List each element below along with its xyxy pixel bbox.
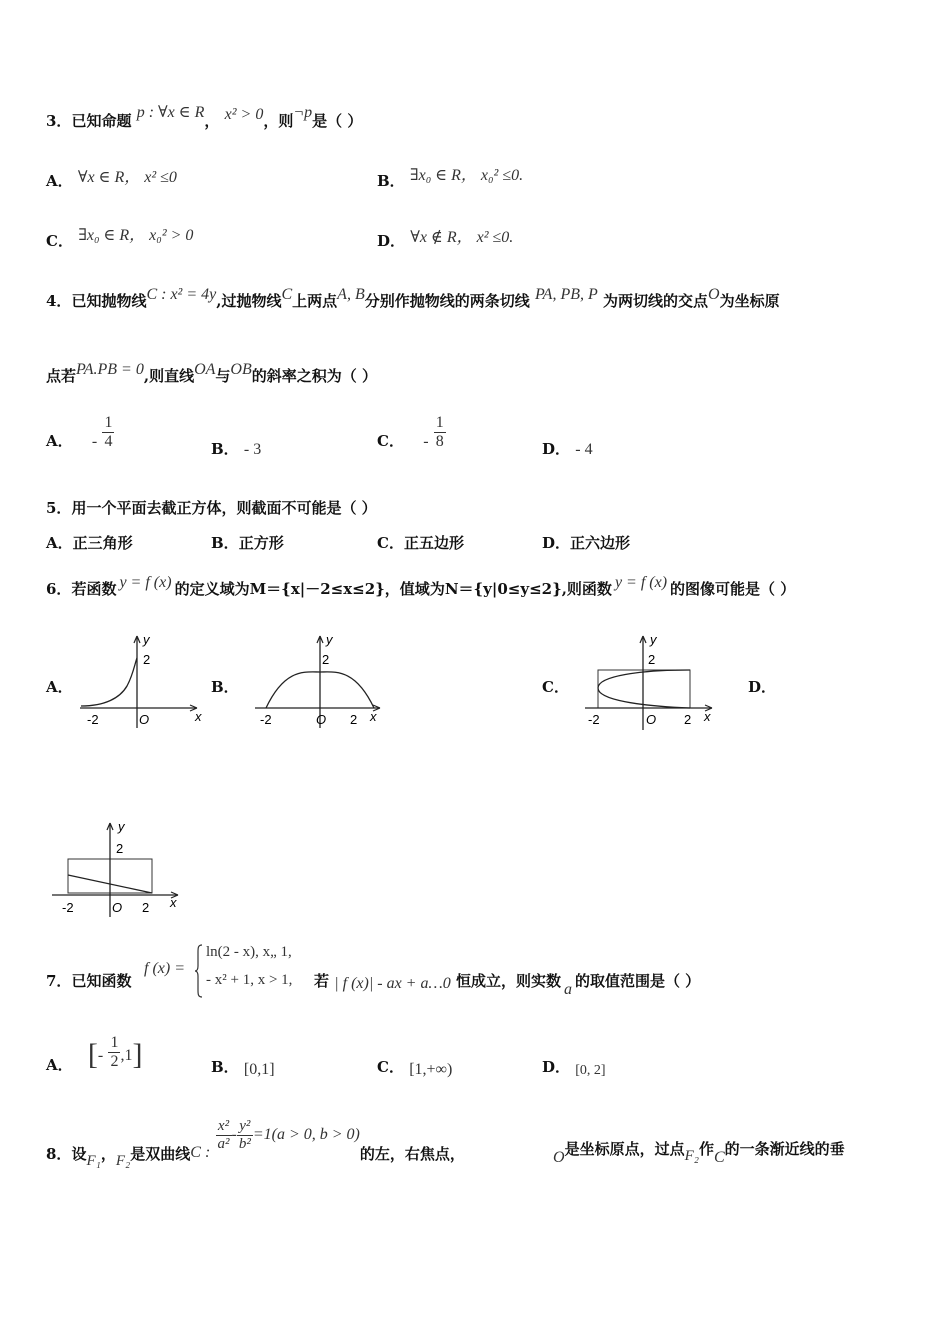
option-sign: - xyxy=(91,433,98,451)
q3-comma: ， xyxy=(204,112,220,130)
q5-option-a[interactable] xyxy=(46,532,133,553)
option-label: A． xyxy=(46,1056,73,1074)
q8-f1: F₁ xyxy=(86,1153,101,1169)
axis-x-label: x xyxy=(704,709,711,724)
option-label: C． xyxy=(377,534,404,552)
axis-y-label: y xyxy=(326,632,333,647)
option-math: ∃x₀ ∈ R， x₀² > 0 xyxy=(78,227,194,244)
q8-c-label: C : xyxy=(190,1144,211,1161)
q4-math-c: C xyxy=(281,286,293,303)
q4-text: 分别作抛物线的两条切线 xyxy=(364,292,530,310)
q4-text: 上两点 xyxy=(292,292,338,310)
q7-text: 恒成立，则实数 xyxy=(455,972,561,990)
q7-condition: | f (x)| - ax + a…0 xyxy=(334,975,451,992)
option-value: ,1 xyxy=(120,1047,133,1064)
q4-option-c[interactable] xyxy=(377,414,446,450)
tick-pos2: 2 xyxy=(142,900,150,915)
q7-text: 已知函数 xyxy=(71,972,132,990)
q8-condition: =1(a > 0, b > 0) xyxy=(252,1126,360,1143)
q3-proposition: p : ∀x ∈ R xyxy=(136,104,205,121)
q6-number: 6． xyxy=(46,580,72,598)
option-value: [1,+∞) xyxy=(409,1061,453,1078)
q4-math-oa: OA xyxy=(194,361,216,378)
tick-neg2: -2 xyxy=(62,900,74,915)
fraction-numerator: x² xyxy=(216,1118,232,1136)
fraction-denominator: b² xyxy=(238,1135,251,1152)
fraction-numerator: y² xyxy=(237,1118,253,1136)
option-fraction xyxy=(102,414,114,450)
axis-y-label: y xyxy=(143,632,150,647)
tick-neg2: -2 xyxy=(588,712,600,727)
q3-inequality: x² > 0 xyxy=(224,106,264,123)
q4-stem-line1 xyxy=(46,286,780,311)
origin-label: O xyxy=(139,712,150,727)
tick-pos2: 2 xyxy=(350,712,358,727)
q6-text: 的图像可能是（ ） xyxy=(670,580,796,598)
q4-text: 已知抛物线 xyxy=(71,292,147,310)
q3-number: 3． xyxy=(46,112,72,130)
q8-fraction-y xyxy=(237,1118,253,1152)
q8-c: C xyxy=(713,1149,725,1166)
q8-stem-rest xyxy=(553,1138,845,1166)
tick-neg2: -2 xyxy=(260,712,272,727)
q4-option-d[interactable] xyxy=(542,438,593,459)
q4-math-tangents: PA, PB, P xyxy=(534,286,598,303)
q5-text: 用一个平面去截正方体，则截面不可能是（ ） xyxy=(71,499,377,517)
q8-text: 的左，右焦点， xyxy=(359,1145,465,1163)
option-label: A． xyxy=(46,432,73,451)
option-label: C． xyxy=(46,232,73,250)
q6-graph-d[interactable] xyxy=(48,815,188,920)
q7-a: a xyxy=(563,981,572,998)
q4-text: 的斜率之积为（ ） xyxy=(251,367,377,385)
q8-number: 8． xyxy=(46,1145,72,1163)
q3-option-d[interactable] xyxy=(377,228,513,251)
q8-fraction-x xyxy=(216,1118,232,1152)
q8-text: 是双曲线 xyxy=(130,1145,191,1163)
q7-case1: ln(2 - x), x„ 1, xyxy=(206,944,292,960)
q8-text: 的一条渐近线的垂 xyxy=(724,1140,845,1158)
left-bracket-icon: [ xyxy=(87,1038,98,1071)
q5-option-d[interactable] xyxy=(542,532,630,553)
q6-option-d-label[interactable]: D． xyxy=(748,678,777,696)
option-text: 正方形 xyxy=(238,534,284,552)
option-value: [0, 2] xyxy=(575,1063,606,1078)
option-label: B． xyxy=(377,172,405,190)
fraction-denominator: 4 xyxy=(104,432,113,450)
q8-minus: - xyxy=(231,1126,237,1143)
left-brace-icon xyxy=(194,944,204,998)
q4-text: ,则直线 xyxy=(143,367,195,385)
q4-text: 为两切线的交点 xyxy=(603,292,709,310)
q4-option-a[interactable] xyxy=(46,414,114,450)
fraction-numerator: 1 xyxy=(435,414,444,431)
q3-text-pre: 已知命题 xyxy=(71,112,132,130)
q4-math-o: O xyxy=(708,286,720,303)
q8-text: 设 xyxy=(71,1145,87,1163)
q4-text: 与 xyxy=(215,367,231,385)
tick-2: 2 xyxy=(116,841,124,856)
q3-option-a[interactable] xyxy=(46,168,177,191)
q3-option-c[interactable] xyxy=(46,228,193,251)
option-value: [0,1] xyxy=(243,1061,275,1078)
origin-label: O xyxy=(112,900,123,915)
origin-label: O xyxy=(316,712,327,727)
q8-comma: ， xyxy=(100,1145,116,1163)
axis-x-label: x xyxy=(370,709,377,724)
q5-number: 5． xyxy=(46,499,72,517)
q5-stem xyxy=(46,497,377,518)
tick-neg2: -2 xyxy=(87,712,99,727)
q8-f2: F₂ xyxy=(115,1153,131,1169)
q6-math-function: y = f (x) xyxy=(119,574,172,591)
origin-label: O xyxy=(646,712,657,727)
q4-math-parabola: C : x² = 4y xyxy=(146,286,217,303)
q7-option-c[interactable] xyxy=(377,1056,452,1077)
q6-graph-c[interactable] xyxy=(580,628,720,733)
q4-option-b[interactable] xyxy=(211,438,261,459)
q6-option-a-label[interactable]: A． xyxy=(46,678,73,696)
q8-stem xyxy=(46,1118,465,1169)
q8-text: 作 xyxy=(698,1140,714,1158)
option-value: - 4 xyxy=(575,441,593,458)
q3-then: ，则 xyxy=(263,112,294,130)
option-label: C． xyxy=(377,432,404,451)
q7-fx: f (x) = xyxy=(144,960,185,977)
tick-2: 2 xyxy=(322,652,330,667)
q8-text: 是坐标原点，过点 xyxy=(564,1140,685,1158)
tick-pos2: 2 xyxy=(684,712,692,727)
q4-text: 点若 xyxy=(46,367,77,385)
q4-math-dot: PA.PB = 0 xyxy=(76,361,144,378)
fraction-numerator: 1 xyxy=(104,414,113,431)
q7-option-b[interactable] xyxy=(211,1056,275,1077)
q6-text: 的定义域为M＝{x|－2≤x≤2}，值域为N＝{y|0≤y≤2},则函数 xyxy=(174,580,612,598)
option-sign: - xyxy=(423,433,429,451)
q4-math-ob: OB xyxy=(230,361,252,378)
q4-stem-line2 xyxy=(46,361,377,386)
q3-option-b[interactable] xyxy=(377,168,523,191)
option-label: B． xyxy=(211,1058,239,1076)
axis-x-label: x xyxy=(170,895,177,910)
q6-option-b-label[interactable]: B． xyxy=(211,678,239,696)
q6-graph-a[interactable] xyxy=(75,628,210,733)
q7-text: 的取值范围是（ ） xyxy=(574,972,701,990)
option-math: ∀x ∈ R， x² ≤0 xyxy=(77,169,177,186)
option-label: D． xyxy=(542,534,571,552)
option-fraction xyxy=(108,1034,120,1070)
option-label: D． xyxy=(542,440,571,458)
option-fraction xyxy=(434,414,446,450)
q8-o: O xyxy=(553,1149,565,1166)
q7-piecewise xyxy=(144,942,314,1000)
q7-text: 若 xyxy=(314,972,330,990)
q4-number: 4． xyxy=(46,292,72,310)
q3-neg-p: ¬p xyxy=(293,104,313,121)
option-label: B． xyxy=(211,440,239,458)
axis-y-label: y xyxy=(650,632,657,647)
q7-stem-rest xyxy=(314,970,701,998)
q5-option-c[interactable] xyxy=(377,532,464,553)
q7-stem xyxy=(46,970,131,991)
q4-text: 为坐标原 xyxy=(719,292,780,310)
axis-x-label: x xyxy=(195,709,202,724)
option-label: B． xyxy=(211,534,239,552)
tick-2: 2 xyxy=(143,652,151,667)
q7-option-d[interactable] xyxy=(542,1056,606,1077)
q4-math-ab: A, B xyxy=(337,286,365,303)
fraction-denominator: 2 xyxy=(110,1052,119,1070)
q4-text: ,过抛物线 xyxy=(216,292,282,310)
q6-stem xyxy=(46,574,796,599)
option-label: D． xyxy=(377,232,406,250)
option-label: A． xyxy=(46,172,73,190)
option-text: 正六边形 xyxy=(570,534,631,552)
option-label: A． xyxy=(46,534,73,552)
q5-option-b[interactable] xyxy=(211,532,284,553)
option-math: ∃x₀ ∈ R， x₀² ≤0. xyxy=(409,167,524,184)
option-text: 正三角形 xyxy=(72,534,133,552)
axis-y-label: y xyxy=(118,819,125,834)
q6-text: 若函数 xyxy=(71,580,117,598)
option-label: C． xyxy=(377,1058,404,1076)
q8-f2: F₂ xyxy=(684,1148,699,1164)
q3-text-post: 是（ ） xyxy=(312,112,363,130)
q7-number: 7． xyxy=(46,972,72,990)
option-text: 正五边形 xyxy=(403,534,464,552)
q6-math-function: y = f (x) xyxy=(614,574,668,591)
option-label: D． xyxy=(542,1058,571,1076)
q7-option-a[interactable] xyxy=(46,1030,143,1074)
q7-case2: - x² + 1, x > 1, xyxy=(206,972,293,988)
option-value: - 3 xyxy=(243,441,262,458)
fraction-denominator: 8 xyxy=(435,432,444,450)
option-sign: - xyxy=(97,1047,104,1064)
tick-2: 2 xyxy=(648,652,656,667)
q6-option-c-label[interactable]: C． xyxy=(542,678,569,696)
fraction-numerator: 1 xyxy=(110,1033,119,1051)
right-bracket-icon: ] xyxy=(132,1038,143,1071)
q3-stem xyxy=(46,104,363,131)
option-math: ∀x ∉ R， x² ≤0. xyxy=(410,229,514,246)
q6-graph-b[interactable] xyxy=(250,628,390,733)
fraction-denominator: a² xyxy=(217,1135,230,1152)
